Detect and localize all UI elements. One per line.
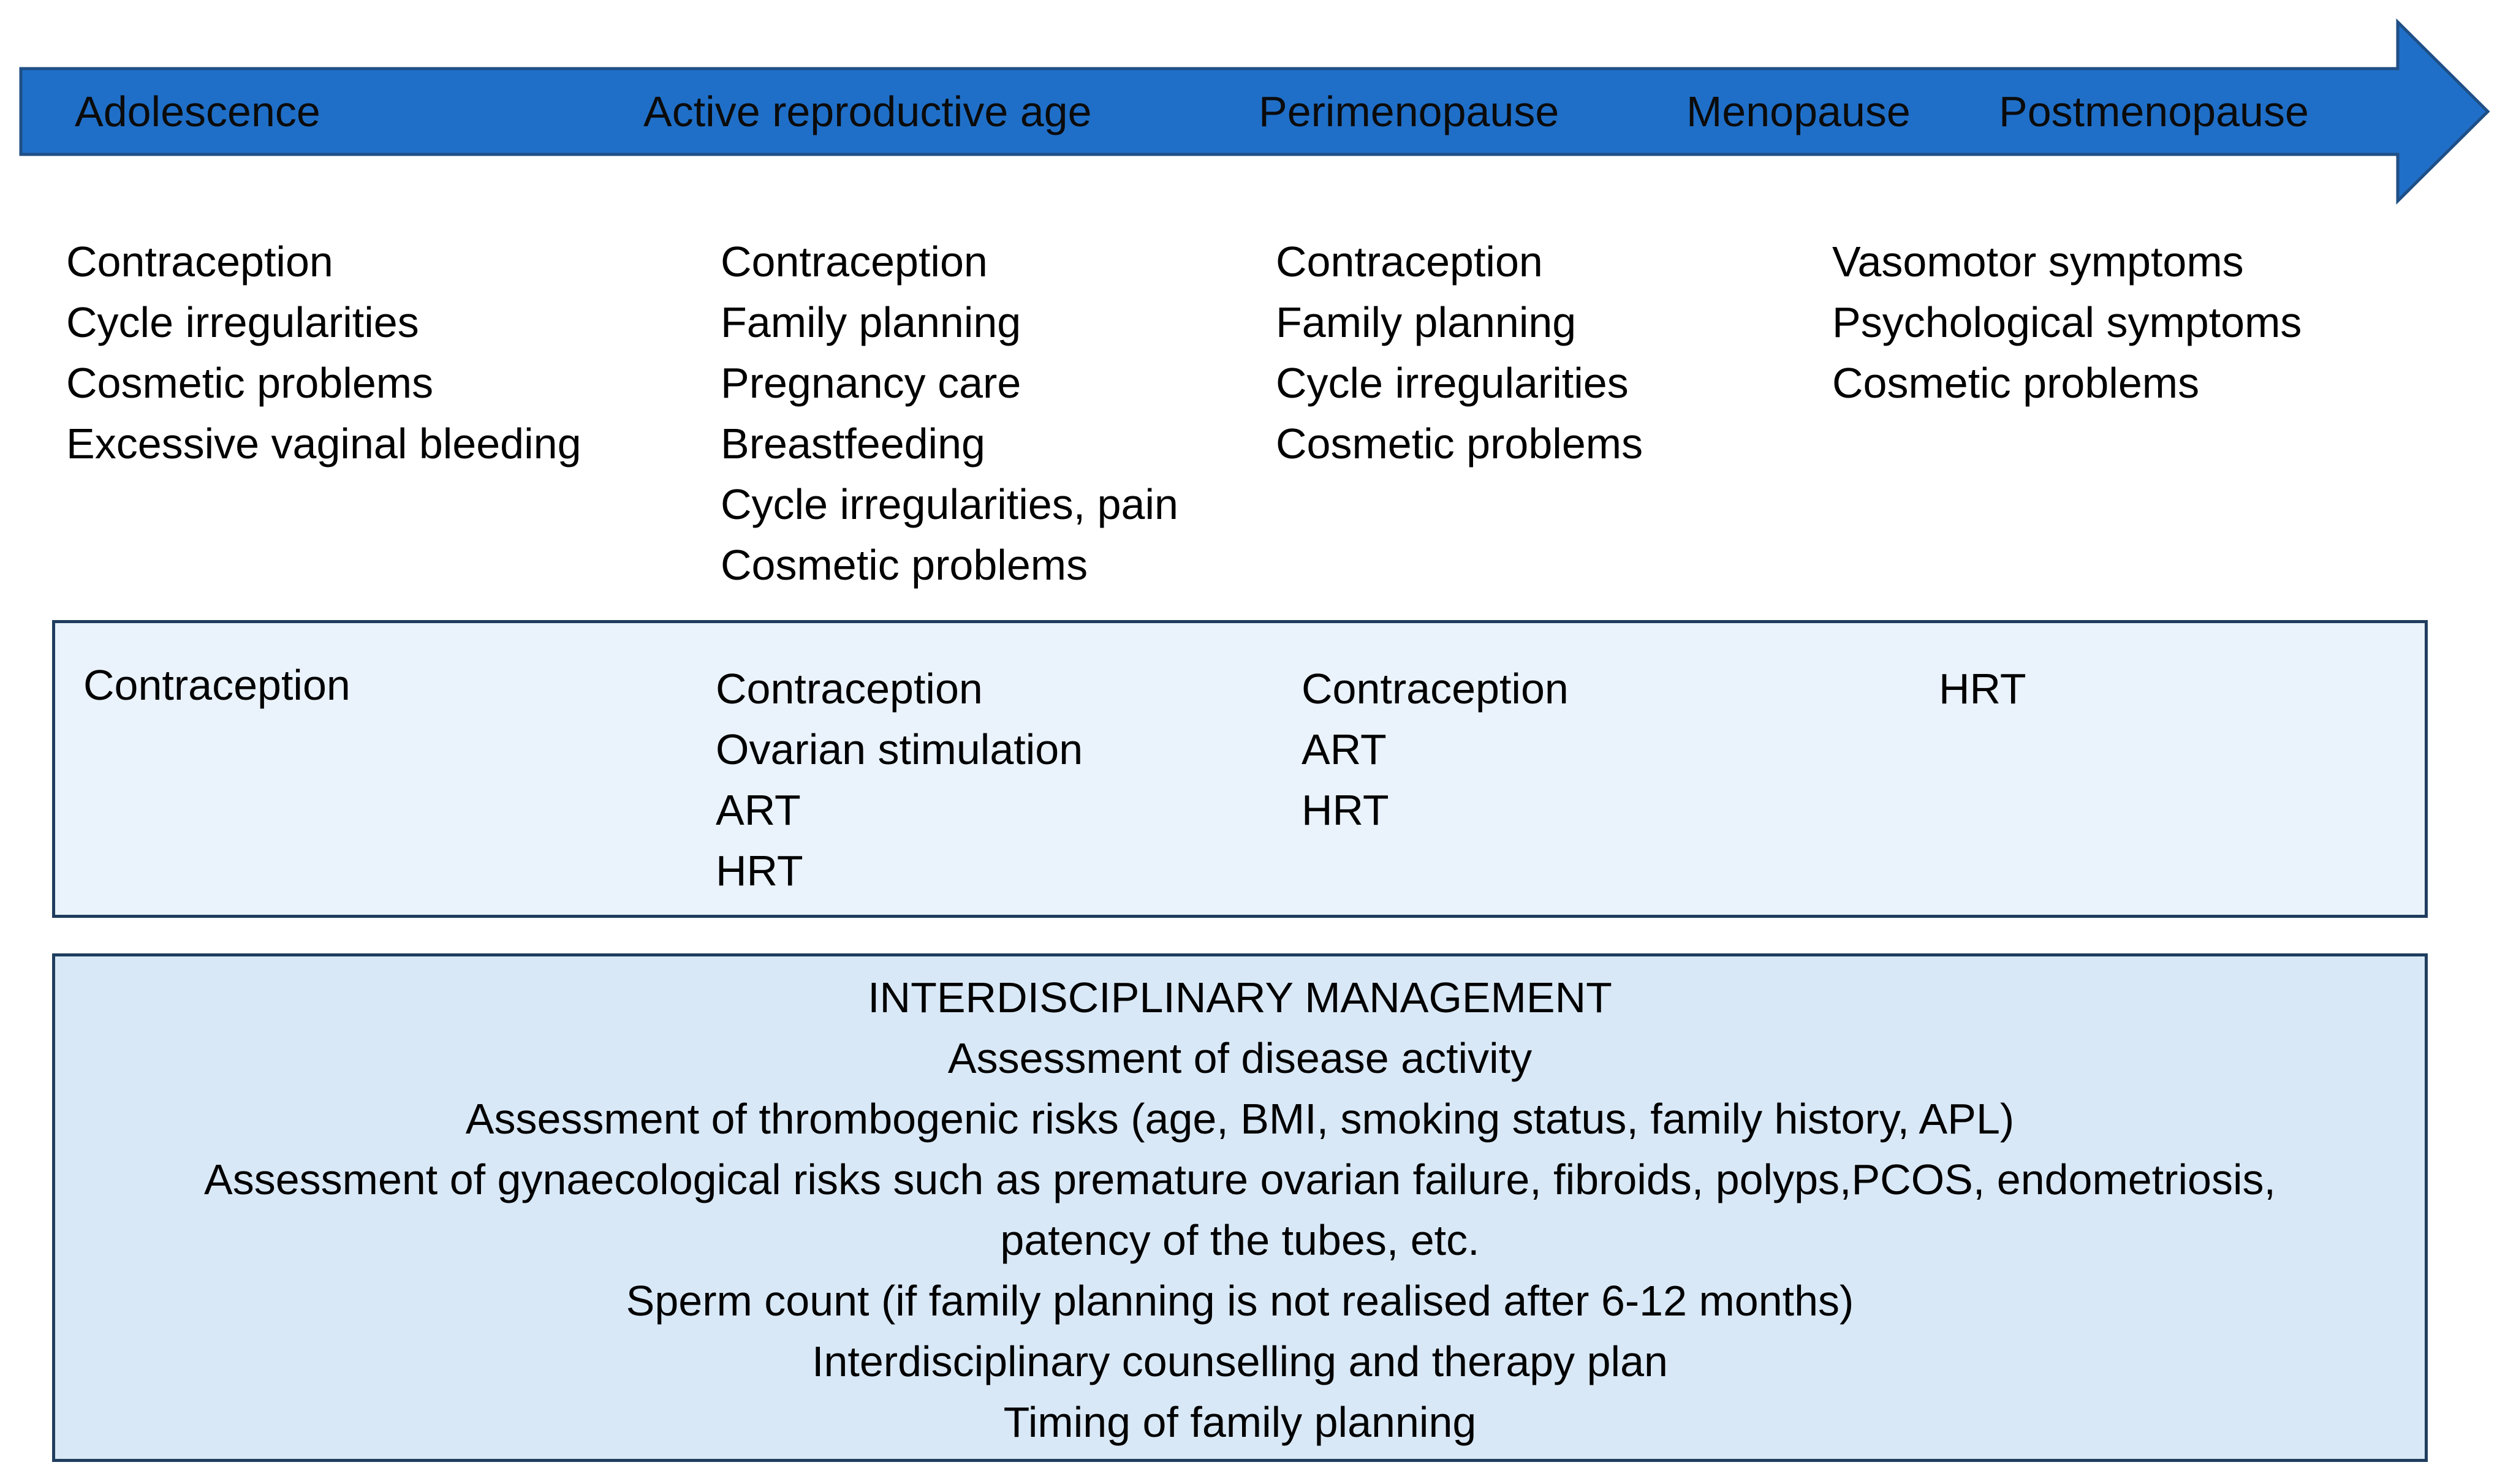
therapy-options-box <box>52 620 2428 918</box>
therapy-item: HRT <box>716 847 803 895</box>
concerns-perimenopause <box>1276 232 1643 474</box>
concern-item: Cycle irregularities <box>66 298 419 346</box>
management-text <box>55 967 2425 1453</box>
concern-item: Cycle irregularities <box>1276 359 1629 407</box>
concern-item: Family planning <box>1276 298 1577 346</box>
management-line: Sperm count (if family planning is not realised after 6-12 months) <box>626 1277 1854 1325</box>
stage-adolescence: Adolescence <box>75 88 320 135</box>
concern-item: Cosmetic problems <box>66 359 434 407</box>
concern-item: Contraception <box>721 238 988 286</box>
therapy-item: HRT <box>1939 665 2026 713</box>
interdisciplinary-management-box <box>52 953 2428 1462</box>
concern-item: Cycle irregularities, pain <box>721 480 1178 528</box>
therapy-item: HRT <box>1302 786 1389 834</box>
concern-item: Family planning <box>721 298 1021 346</box>
concern-item: Cosmetic problems <box>1832 359 2200 407</box>
therapy-item: Contraception <box>83 661 350 709</box>
management-line: Assessment of disease activity <box>947 1034 1533 1082</box>
therapy-item: Ovarian stimulation <box>716 725 1083 773</box>
concern-item: Cosmetic problems <box>1276 420 1643 468</box>
therapy-postmenopause <box>1939 659 2026 719</box>
therapy-item: ART <box>1302 725 1387 773</box>
management-line: Interdisciplinary counselling and therapy plan <box>812 1338 1668 1385</box>
concerns-adolescence <box>66 232 582 474</box>
stage-menopause: Menopause <box>1686 88 1911 135</box>
stage-active-reproductive-age: Active reproductive age <box>643 88 1092 135</box>
therapy-perimenopause <box>1302 659 1569 841</box>
concern-item: Contraception <box>1276 238 1543 286</box>
management-line: patency of the tubes, etc. <box>1000 1216 1480 1264</box>
concern-item: Pregnancy care <box>721 359 1021 407</box>
therapy-item: ART <box>716 786 801 834</box>
concern-item: Cosmetic problems <box>721 541 1088 589</box>
therapy-item: Contraception <box>716 665 983 713</box>
management-title: INTERDISCIPLINARY MANAGEMENT <box>868 974 1612 1021</box>
therapy-reproductive <box>716 659 1083 901</box>
concerns-postmenopause <box>1832 232 2302 414</box>
concern-item: Excessive vaginal bleeding <box>66 420 582 468</box>
management-line: Timing of family planning <box>1003 1398 1477 1446</box>
concern-item: Vasomotor symptoms <box>1832 238 2244 286</box>
stage-perimenopause: Perimenopause <box>1259 88 1559 135</box>
management-line: Assessment of gynaecological risks such as premature ovarian failure, fibroids, polyps,PCOS, endometriosis, <box>204 1156 2276 1203</box>
concern-item: Psychological symptoms <box>1832 298 2302 346</box>
stage-postmenopause: Postmenopause <box>1999 88 2309 135</box>
concerns-reproductive <box>721 232 1178 596</box>
management-line: Assessment of thrombogenic risks (age, BMI, smoking status, family history, APL) <box>465 1095 2015 1143</box>
therapy-adolescence <box>83 655 350 716</box>
concern-item: Breastfeeding <box>721 420 985 468</box>
concern-item: Contraception <box>66 238 333 286</box>
therapy-item: Contraception <box>1302 665 1569 713</box>
